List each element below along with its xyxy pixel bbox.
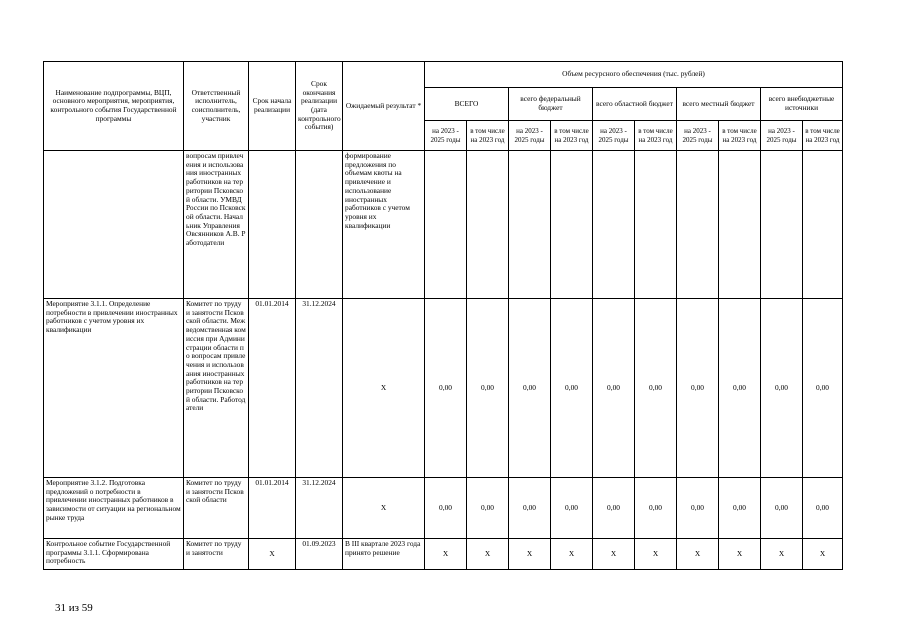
subheader-total: на 2023 - 2025 годы	[593, 121, 635, 151]
header-name: Наименование подпрограммы, ВЦП, основного мероприятия, мероприятия, контрольного события Государственной программы	[44, 62, 184, 151]
cell-responsible: вопросам привлечения и использования иностранных работников на территории Псковской области. УМВД России по Псковской области. Начальник Управления Овсянников А.В. Работодатели	[184, 151, 249, 299]
cell-value: X	[509, 539, 551, 570]
subheader-year: в том числе на 2023 год	[803, 121, 843, 151]
cell-result: формирование предложения по объемам квоты на привлечение и использование иностранных работников с учетом уровня их квалификации	[343, 151, 425, 299]
cell-value: 0,00	[593, 478, 635, 539]
cell-responsible: Комитет по труду и занятости Псковской области	[184, 478, 249, 539]
cell-value	[593, 151, 635, 299]
cell-end: 31.12.2024	[296, 478, 343, 539]
table-row	[44, 151, 843, 299]
subheader-total: на 2023 - 2025 годы	[677, 121, 719, 151]
cell-value: X	[761, 539, 803, 570]
cell-value: 0,00	[509, 299, 551, 478]
cell-value: 0,00	[761, 299, 803, 478]
header-group-extrabudget: всего внебюджетные источники	[761, 88, 843, 121]
cell-value	[761, 151, 803, 299]
cell-value: 0,00	[719, 299, 761, 478]
cell-value: 0,00	[551, 478, 593, 539]
table-row	[44, 539, 843, 570]
subheader-year: в том числе на 2023 год	[467, 121, 509, 151]
subheader-total: на 2023 - 2025 годы	[509, 121, 551, 151]
subheader-year: в том числе на 2023 год	[635, 121, 677, 151]
cell-value: X	[425, 539, 467, 570]
cell-value	[551, 151, 593, 299]
cell-value	[467, 151, 509, 299]
cell-value	[803, 151, 843, 299]
table-row	[44, 478, 843, 539]
cell-value: 0,00	[635, 299, 677, 478]
cell-value: 0,00	[551, 299, 593, 478]
header-end: Срок окончания реализации (дата контрольного события)	[296, 62, 343, 151]
cell-start: X	[249, 539, 296, 570]
cell-name: Мероприятие 3.1.1. Определение потребности в привлечении иностранных работников с учетом уровня их квалификации	[44, 299, 184, 478]
header-group-regional: всего областной бюджет	[593, 88, 677, 121]
cell-value: 0,00	[803, 478, 843, 539]
cell-value	[509, 151, 551, 299]
header-responsible: Ответственный исполнитель, соисполнитель, участник	[184, 62, 249, 151]
cell-value: 0,00	[425, 478, 467, 539]
cell-start: 01.01.2014	[249, 299, 296, 478]
cell-value: 0,00	[803, 299, 843, 478]
cell-value: 0,00	[425, 299, 467, 478]
cell-end: 31.12.2024	[296, 299, 343, 478]
cell-result: X	[343, 478, 425, 539]
cell-value: X	[467, 539, 509, 570]
cell-result: В III квартале 2023 года принято решение	[343, 539, 425, 570]
cell-name	[44, 151, 184, 299]
cell-value: X	[593, 539, 635, 570]
cell-value: X	[551, 539, 593, 570]
cell-name: Контрольное событие Государственной программы 3.1.1. Сформирована потребность	[44, 539, 184, 570]
cell-value: 0,00	[593, 299, 635, 478]
cell-value	[719, 151, 761, 299]
cell-value: 0,00	[509, 478, 551, 539]
cell-value: 0,00	[635, 478, 677, 539]
cell-value: 0,00	[467, 478, 509, 539]
cell-value	[677, 151, 719, 299]
cell-value: X	[719, 539, 761, 570]
cell-value	[425, 151, 467, 299]
resource-table	[43, 61, 843, 570]
header-group-federal: всего федеральный бюджет	[509, 88, 593, 121]
subheader-year: в том числе на 2023 год	[719, 121, 761, 151]
subheader-total: на 2023 - 2025 годы	[761, 121, 803, 151]
header-resources: Объем ресурсного обеспечения (тыс. рублей)	[425, 62, 843, 88]
header-start: Срок начала реализации	[249, 62, 296, 151]
cell-responsible: Комитет по труду и занятости Псковской области. Межведомственная комиссия при Администрации области по вопросам привлечения и использования иностранных работников на территории Псковской области. Работодатели	[184, 299, 249, 478]
cell-value: X	[677, 539, 719, 570]
cell-start: 01.01.2014	[249, 478, 296, 539]
cell-value: X	[803, 539, 843, 570]
cell-value: 0,00	[677, 299, 719, 478]
cell-end: 01.09.2023	[296, 539, 343, 570]
header-group-local: всего местный бюджет	[677, 88, 761, 121]
header-result: Ожидаемый результат *	[343, 62, 425, 151]
subheader-total: на 2023 - 2025 годы	[425, 121, 467, 151]
header-group-total: ВСЕГО	[425, 88, 509, 121]
subheader-year: в том числе на 2023 год	[551, 121, 593, 151]
cell-start	[249, 151, 296, 299]
cell-value: 0,00	[677, 478, 719, 539]
cell-value: 0,00	[467, 299, 509, 478]
cell-end	[296, 151, 343, 299]
cell-value: 0,00	[761, 478, 803, 539]
cell-responsible: Комитет по труду и занятости	[184, 539, 249, 570]
cell-value	[635, 151, 677, 299]
cell-name: Мероприятие 3.1.2. Подготовка предложений о потребности в привлечении иностранных работников в зависимости от ситуации на региональном рынке труда	[44, 478, 184, 539]
table-row	[44, 299, 843, 478]
cell-value: X	[635, 539, 677, 570]
page-number: 31 из 59	[55, 602, 93, 614]
cell-value: 0,00	[719, 478, 761, 539]
cell-result: X	[343, 299, 425, 478]
